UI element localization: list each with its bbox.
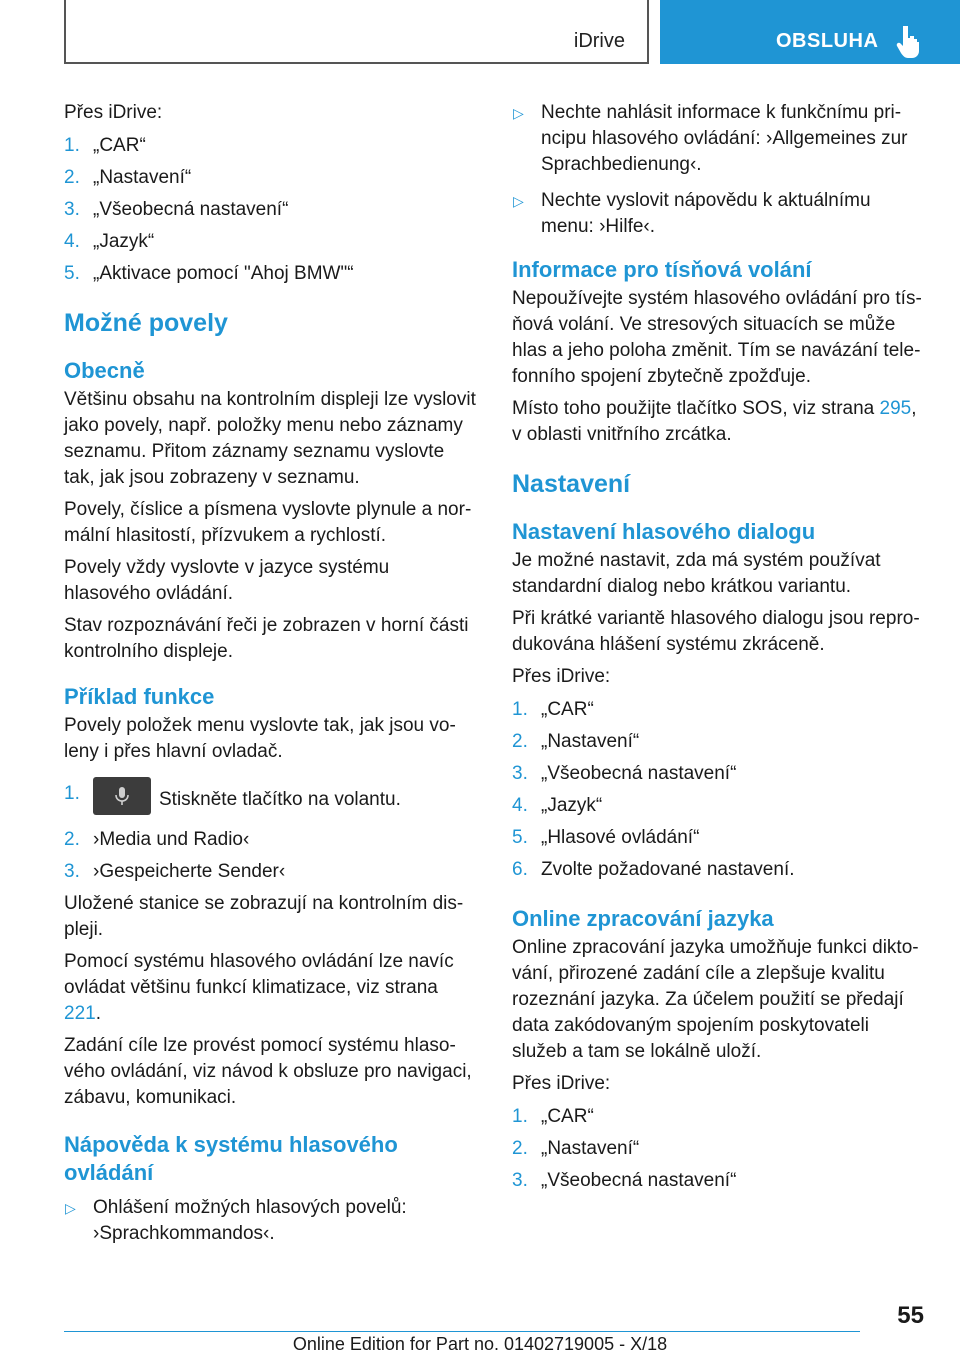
text-span: Místo toho použijte tlačítko SOS, viz strana xyxy=(512,398,880,419)
step-text: „CAR“ xyxy=(541,1106,594,1127)
paragraph: Online zpracování jazyka umožňuje funkci diktování, přirozené zadání cíle a zlepšuje kvalitu rozeznání jazyka. Za účelem použití se předají data zakódovaným spojením poskytovateli služeb a tam se lokálně uloží. xyxy=(512,937,919,1062)
voice-button xyxy=(93,777,151,815)
bullet-list xyxy=(512,100,928,240)
header-box xyxy=(64,0,649,64)
heading-general: Obecně xyxy=(64,358,145,383)
heading-function-example: Příklad funkce xyxy=(64,684,215,709)
footer-divider xyxy=(64,1331,860,1332)
step-number: 2. xyxy=(512,1138,528,1159)
step-text: „Nastavení“ xyxy=(93,167,192,188)
list-item xyxy=(64,781,480,819)
intro-text: Přes iDrive: xyxy=(512,1073,611,1094)
step-number: 4. xyxy=(512,795,528,816)
paragraph xyxy=(512,396,928,448)
paragraph: Je možné nastavit, zda má systém používat standardní dialog nebo krátkou variantu. xyxy=(512,550,881,597)
step-number: 3. xyxy=(512,1170,528,1191)
list-item xyxy=(512,1136,928,1162)
step-number: 1. xyxy=(64,783,80,804)
step-number: 1. xyxy=(64,135,80,156)
page-number: 55 xyxy=(897,1302,924,1329)
text-span: , v oblasti vnitřního zrcátka. xyxy=(512,398,917,445)
text-span: . xyxy=(95,1003,101,1024)
step-text: „Hlasové ovládání“ xyxy=(541,827,700,848)
microphone-icon xyxy=(114,786,130,806)
page-reference-link[interactable]: 295 xyxy=(879,398,912,419)
list-item xyxy=(512,825,928,851)
step-text: „Všeobecná nastavení“ xyxy=(541,1170,737,1191)
step-number: 3. xyxy=(512,763,528,784)
bullet-text: Ohlášení možných hlasových povelů: ›Sprachkommandos‹. xyxy=(93,1197,407,1244)
step-text: „Jazyk“ xyxy=(541,795,603,816)
list-item xyxy=(64,1195,480,1247)
step-text: „Nastavení“ xyxy=(541,1138,640,1159)
step-number: 1. xyxy=(512,699,528,720)
triangle-bullet-icon: ▷ xyxy=(513,105,524,121)
step-text: ›Gespeicherte Sender‹ xyxy=(93,861,286,882)
list-item xyxy=(512,857,928,883)
list-item xyxy=(512,761,928,787)
steps-list-3 xyxy=(512,697,928,883)
triangle-bullet-icon: ▷ xyxy=(513,193,524,209)
bullet-text: Nechte vyslovit nápovědu k aktuálnímu menu: ›Hilfe‹. xyxy=(541,190,871,237)
list-item xyxy=(512,729,928,755)
heading-possible-commands: Možné povely xyxy=(64,309,228,337)
step-text: „CAR“ xyxy=(541,699,594,720)
list-item xyxy=(64,859,480,885)
steps-list-1 xyxy=(64,133,480,287)
step-number: 6. xyxy=(512,859,528,880)
list-item xyxy=(512,100,928,178)
step-number: 5. xyxy=(512,827,528,848)
step-text: „Nastavení“ xyxy=(541,731,640,752)
heading-voice-help: Nápověda k systému hlasového ovládání xyxy=(64,1132,398,1185)
section-title: iDrive xyxy=(573,30,625,52)
pointing-hand-icon xyxy=(896,24,922,58)
step-text: „Všeobecná nastavení“ xyxy=(541,763,737,784)
text-span: Pomocí systému hlasového ovládání lze navíc ovládat většinu funkcí klimatizace, viz strana xyxy=(64,951,454,998)
list-item xyxy=(64,165,480,191)
steps-list-2 xyxy=(64,781,480,885)
step-number: 4. xyxy=(64,231,80,252)
bullet-list xyxy=(64,1195,480,1247)
heading-online-processing: Online zpracování jazyka xyxy=(512,906,774,931)
step-text: „CAR“ xyxy=(93,135,146,156)
step-number: 3. xyxy=(64,199,80,220)
heading-voice-dialog-settings: Nastavení hlasového dialogu xyxy=(512,519,816,544)
paragraph xyxy=(64,949,480,1027)
list-item xyxy=(512,188,928,240)
step-text: „Aktivace pomocí "Ahoj BMW"“ xyxy=(93,263,354,284)
intro-text: Přes iDrive: xyxy=(64,102,163,123)
step-number: 2. xyxy=(64,167,80,188)
list-item xyxy=(64,229,480,255)
triangle-bullet-icon: ▷ xyxy=(65,1200,76,1216)
paragraph: Povely položek menu vyslovte tak, jak jsou voleny i přes hlavní ovladač. xyxy=(64,715,456,762)
step-number: 5. xyxy=(64,263,80,284)
right-column xyxy=(512,100,928,1200)
step-text: „Všeobecná nastavení“ xyxy=(93,199,289,220)
paragraph: Nepoužívejte systém hlasového ovládání pro tísňová volání. Ve stresových situacích se může hlas a jeho poloha změnit. Tím se navázání telefonního spojení zbytečně zpožďuje. xyxy=(512,288,922,387)
steps-list-4 xyxy=(512,1104,928,1194)
chapter-tab[interactable] xyxy=(660,0,960,64)
left-column xyxy=(64,100,480,1255)
paragraph: Zadání cíle lze provést pomocí systému hlasového ovládání, viz návod k obsluze pro navigaci, zábavu, komunikaci. xyxy=(64,1035,472,1108)
chapter-tab-label: OBSLUHA xyxy=(776,30,879,52)
list-item xyxy=(512,793,928,819)
step-text: „Jazyk“ xyxy=(93,231,155,252)
step-number: 1. xyxy=(512,1106,528,1127)
list-item xyxy=(64,261,480,287)
list-item xyxy=(64,133,480,159)
step-number: 2. xyxy=(512,731,528,752)
paragraph: Uložené stanice se zobrazují na kontrolním displeji. xyxy=(64,893,464,940)
step-number: 2. xyxy=(64,829,80,850)
paragraph: Povely vždy vyslovte v jazyce systému hlasového ovládání. xyxy=(64,557,390,604)
step-text: Stiskněte tlačítko na volantu. xyxy=(159,789,401,811)
paragraph: Při krátké variantě hlasového dialogu jsou reprodukována hlášení systému zkráceně. xyxy=(512,608,920,655)
step-number: 3. xyxy=(64,861,80,882)
bullet-text: Nechte nahlásit informace k funkčnímu principu hlasového ovládání: ›Allgemeines zur Sprachbedienung‹. xyxy=(541,102,908,175)
paragraph: Povely, číslice a písmena vyslovte plynule a normální hlasitostí, přízvukem a rychlostí. xyxy=(64,499,472,546)
heading-settings: Nastavení xyxy=(512,470,631,498)
paragraph: Většinu obsahu na kontrolním displeji lze vyslovit jako povely, např. položky menu nebo záznamy seznamu. Přitom záznamy seznamu vyslovte tak, jak jsou zobrazeny v seznamu. xyxy=(64,389,476,488)
list-item xyxy=(64,827,480,853)
list-item xyxy=(64,197,480,223)
list-item xyxy=(512,1104,928,1130)
footer-edition: Online Edition for Part no. 01402719005 - X/18 xyxy=(292,1334,668,1354)
heading-emergency-calls: Informace pro tísňová volání xyxy=(512,257,812,282)
step-text: Zvolte požadované nastavení. xyxy=(541,859,795,880)
intro-text: Přes iDrive: xyxy=(512,666,611,687)
list-item xyxy=(512,1168,928,1194)
paragraph: Stav rozpoznávání řeči je zobrazen v horní části kontrolního displeje. xyxy=(64,615,469,662)
step-text: ›Media und Radio‹ xyxy=(93,829,250,850)
list-item xyxy=(512,697,928,723)
page-reference-link[interactable]: 221 xyxy=(64,1003,96,1024)
